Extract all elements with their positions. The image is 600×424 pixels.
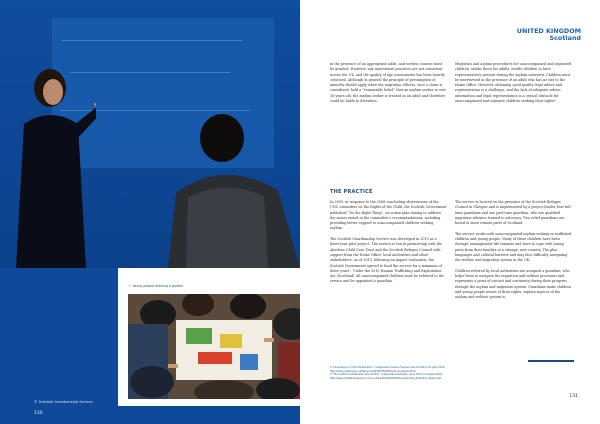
photo-woman-pointing-at-map <box>0 0 300 268</box>
footnote: 5 “The Scottish Guardianship Service Pilot”, independent evaluation (June 2013) (Accessed 2014) <box>330 373 443 377</box>
section-title-region: Scotland <box>549 34 581 42</box>
inset-photo-children-drawing <box>128 294 300 399</box>
footnotes <box>330 366 530 380</box>
paragraph: The service works with unaccompanied asylum-seeking or trafficked children and young people. Many of these children have been through unimaginable life traumas and have to cope with losing parts from their families in a strange, new country. The plus languages and cultural barriers and may face difficulty navigating the welfare and migration system in the UK. <box>455 231 572 263</box>
paragraph: In 2009, in response to the 2008 concluding observations of the UNC committee on the Rights of the Child, the Scottish Government published “Do the Right Thing”, an action plan aiming to address the issues raised in the committee’s recommendations, including providing better support to unaccompanied children seeking asylum. <box>330 200 447 231</box>
inset-photo-card <box>118 268 300 406</box>
bottom-column-right <box>455 200 572 306</box>
footnote-link[interactable]: http://www.scotland.gov.uk/Resource/0039/00391828.pdf (accessed 2014) <box>330 369 416 373</box>
right-page <box>300 0 600 424</box>
footnote-link[interactable]: http://www.scottishrefugeecouncil.org.uk/assets/0000/6640/Guardianship_Evaluation_Report.pdf <box>330 376 441 380</box>
top-column-left <box>330 62 447 110</box>
photo-credit: © Scottish Guardianship Service <box>34 400 93 404</box>
top-column-right <box>455 62 572 110</box>
bottom-column-left <box>330 200 447 290</box>
young-man-figure <box>168 98 300 268</box>
paragraph: in the presence of an appropriate adult, and written consent must be granted. However, age assessment practices are not consistent across the UK, and the quality of age assessments has been heavily criticised. Although in general the principle of presumption of minority should apply when the migration officers, once a claim is considered, hold a “reasonable belief” that an asylum seeker is over 18 years old, the asylum seeker is treated as an adult and therefore could be liable to detention. <box>330 62 447 104</box>
paragraph: The Scottish Guardianship Service was developed in 2010 as a three-year pilot project. The service is run in partnership with the Aberlour Child Care Trust and the Scottish Refugee Council with support from the Home Office, local authorities and other stakeholders. As of 2013, following an impact evaluation, the Scottish Government agreed to fund the service for a minimum of three years⁵. Under the 2015 Human Trafficking and Exploitation Act (Scotland), all unaccompanied children must be referred to the service and be appointed a guardian. <box>330 237 445 284</box>
children-drawing-illustration <box>128 294 300 399</box>
paragraph: The service is located on the premises of the Scottish Refugee Council in Glasgow and is implemented by a project leader, four full-time guardians and one part-time guardian, who are qualified migration advisers trained to advocacy. Two relief guardians are based in more remote parts of Scotland. <box>455 200 572 226</box>
section-title <box>517 28 581 42</box>
divider-rule <box>528 360 574 362</box>
section-title-country: UNITED KINGDOM <box>516 27 581 35</box>
practice-heading: THE PRACTICE <box>330 189 373 195</box>
woman-figure <box>10 54 96 268</box>
inset-caption <box>128 284 183 288</box>
caption-marker-icon: → <box>128 284 131 288</box>
left-page-number: 130 <box>34 411 43 416</box>
right-page-number: 131 <box>569 394 578 399</box>
paragraph: Children referred by local authorities are assigned a guardian, who helps them to navigate the migration and welfare processes and represents a point of contact and continuity during their progress through the asylum and migration system. Guardians make children and young people aware of their rights, explain aspects of the asylum and welfare system to <box>455 268 571 300</box>
footnote: 4 “Counselling on Child Identification”, independent review of asylum law and Policy UK (April 2012) <box>330 366 446 369</box>
inset-caption-text: Young people drawing a garden <box>132 284 184 288</box>
paragraph: Migration and asylum procedures for unaccompanied and separated children, unlike those for adults, entitle children to have representatives present during the asylum interview. Children must be interviewed in the presence of an adult who has no ties to the Home Office. However, obtaining good quality legal advice and representation is a challenge, and the lack of adequate advice, information and legal representation is a critical obstacle for unaccompanied and separate children seeking their rights⁴. <box>455 62 572 104</box>
